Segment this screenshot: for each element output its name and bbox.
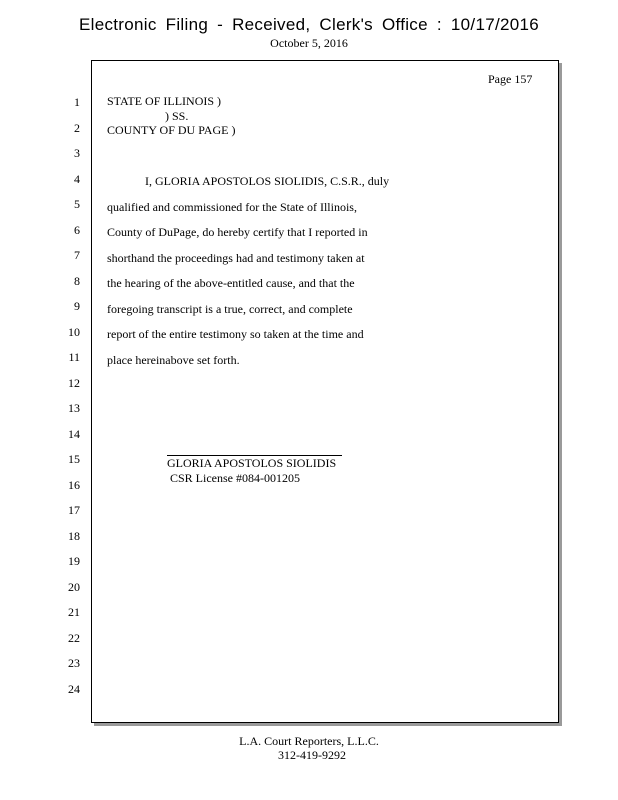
signature-name: GLORIA APOSTOLOS SIOLIDIS (167, 456, 337, 470)
line-number: 11 (68, 350, 80, 364)
certificate-line: I, GLORIA APOSTOLOS SIOLIDIS, C.S.R., duly (145, 174, 390, 188)
line-number: 16 (68, 478, 80, 492)
line-number: 6 (74, 223, 80, 237)
certificate-line: shorthand the proceedings had and testimony taken at (107, 251, 365, 265)
line-number: 14 (68, 427, 80, 441)
filing-stamp: Electronic Filing - Received, Clerk's Office : 10/17/2016 (79, 15, 539, 34)
footer-company: L.A. Court Reporters, L.L.C. (239, 734, 379, 748)
line-number: 15 (68, 452, 80, 466)
line-number: 19 (68, 554, 80, 568)
line-number: 3 (74, 146, 80, 160)
certificate-line: place hereinabove set forth. (107, 353, 240, 367)
line-number: 1 (74, 95, 80, 109)
line-number: 8 (74, 274, 80, 288)
line-number: 20 (68, 580, 80, 594)
line-number: 5 (74, 197, 80, 211)
page-number: Page 157 (488, 72, 533, 86)
line-number: 21 (68, 605, 80, 619)
transcript-page (91, 60, 559, 723)
line-number: 9 (74, 299, 80, 313)
certificate-line: County of DuPage, do hereby certify that I reported in (107, 225, 368, 239)
line-number: 7 (74, 248, 80, 262)
line-number: 12 (68, 376, 80, 390)
line-number: 17 (68, 503, 80, 517)
line-number: 10 (68, 325, 80, 339)
certificate-line: foregoing transcript is a true, correct, and complete (107, 302, 353, 316)
line-number: 22 (68, 631, 80, 645)
certificate-line: the hearing of the above-entitled cause, and that the (107, 276, 355, 290)
line-number: 2 (74, 121, 80, 135)
footer-phone: 312-419-9292 (278, 748, 346, 762)
caption-state: STATE OF ILLINOIS ) (107, 94, 222, 108)
line-number: 4 (74, 172, 80, 186)
caption-ss: ) SS. (165, 109, 189, 123)
line-number: 23 (68, 656, 80, 670)
certificate-line: report of the entire testimony so taken at the time and (107, 327, 364, 341)
certificate-line: qualified and commissioned for the State of Illinois, (107, 200, 357, 214)
signature-license: CSR License #084-001205 (170, 471, 300, 485)
line-number: 13 (68, 401, 80, 415)
hearing-date: October 5, 2016 (270, 36, 348, 50)
line-number: 18 (68, 529, 80, 543)
line-number: 24 (68, 682, 80, 696)
caption-county: COUNTY OF DU PAGE ) (107, 123, 236, 137)
